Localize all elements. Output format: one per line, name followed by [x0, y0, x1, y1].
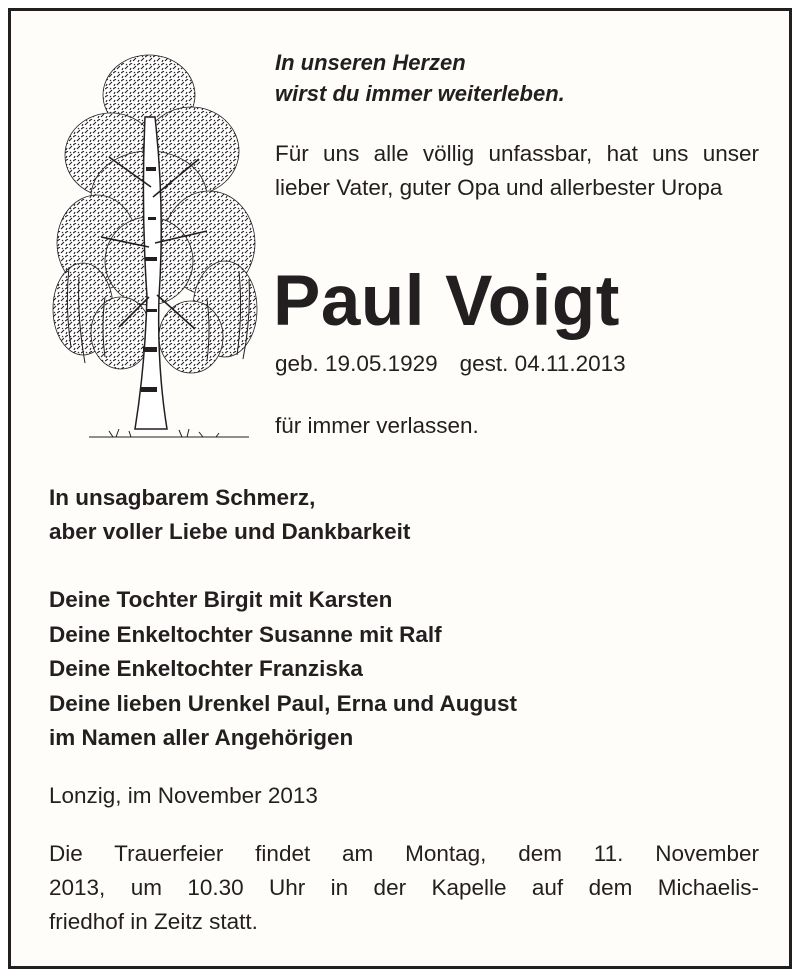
family-member: Deine Enkeltochter Susanne mit Ralf	[49, 621, 442, 647]
intro-text: Für uns alle völlig unfassbar, hat uns unser lieber Vater, guter Opa und allerbester Uropa	[275, 141, 759, 200]
death-date: gest. 04.11.2013	[459, 351, 626, 376]
birth-date: geb. 19.05.1929	[275, 351, 438, 376]
motto	[275, 47, 565, 109]
family-list	[49, 583, 517, 756]
family-member: im Namen aller Angehörigen	[49, 725, 354, 750]
funeral-line: friedhof in Zeitz statt.	[49, 909, 258, 934]
place-date: Lonzig, im November 2013	[49, 783, 318, 808]
motto-line: In unseren Herzen	[275, 50, 466, 75]
deceased-name: Paul Voigt	[273, 262, 620, 341]
funeral-line: 2013, um 10.30 Uhr in der Kapelle auf dem Michaelis-	[49, 875, 759, 900]
motto-line: wirst du immer weiterleben.	[275, 81, 565, 106]
family-member: Deine lieben Urenkel Paul, Erna und August	[49, 690, 518, 716]
funeral-info	[49, 837, 759, 939]
funeral-line: Die Trauerfeier findet am Montag, dem 11. November	[49, 841, 759, 866]
life-dates	[275, 347, 626, 381]
family-member: Deine Tochter Birgit mit Karsten	[49, 587, 393, 612]
family-member: Deine Enkeltochter Franziska	[49, 656, 363, 681]
obituary-card	[8, 8, 792, 969]
closing-text: für immer verlassen.	[275, 413, 479, 438]
mourning-statement	[49, 481, 410, 549]
birch-tree-icon	[49, 47, 267, 457]
mourning-line: aber voller Liebe und Dankbarkeit	[49, 519, 411, 544]
mourning-line: In unsagbarem Schmerz,	[49, 485, 316, 510]
